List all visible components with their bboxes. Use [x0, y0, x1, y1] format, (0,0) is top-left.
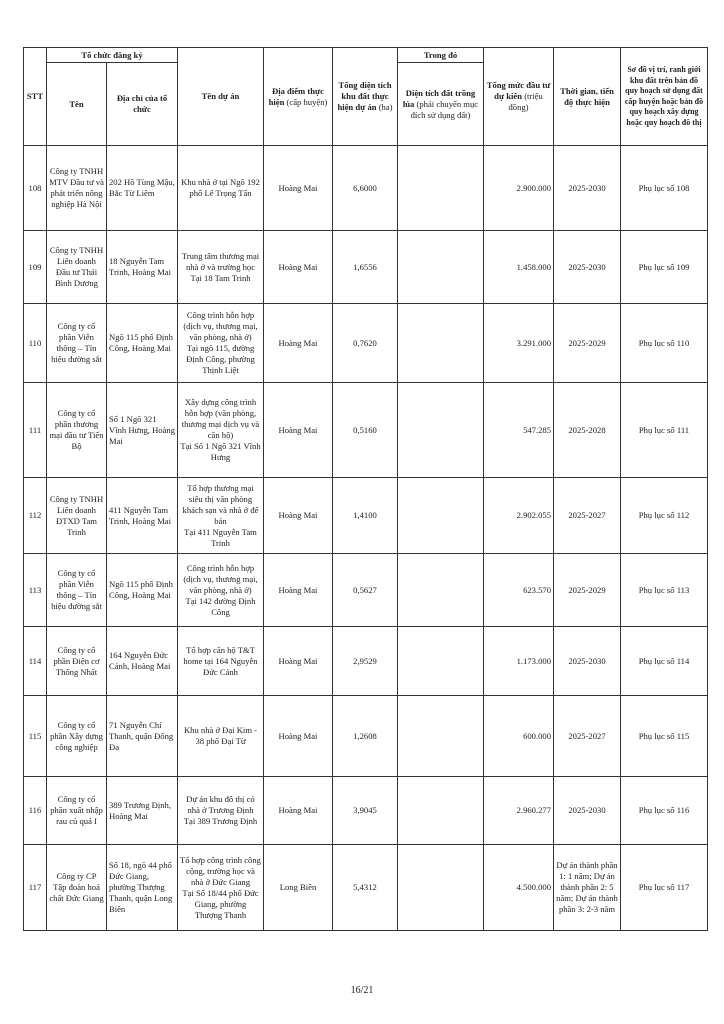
cell-area: 0,5627 [333, 554, 398, 627]
cell-schedule: 2025-2029 [554, 304, 621, 383]
cell-rice [398, 478, 484, 554]
header-stt: STT [24, 48, 47, 146]
cell-project: Công trình hỗn hợp (dịch vụ, thương mại, văn phòng, nhà ở) Tại 142 đường Định Công [178, 554, 264, 627]
cell-area: 2,9529 [333, 627, 398, 696]
cell-area: 1,4100 [333, 478, 398, 554]
cell-investment: 2.960.277 [484, 777, 554, 845]
cell-rice [398, 777, 484, 845]
cell-address: 164 Nguyễn Đức Cảnh, Hoàng Mai [107, 627, 178, 696]
cell-name: Công ty cổ phần Điện cơ Thống Nhất [47, 627, 107, 696]
cell-name: Công ty cổ phần Viễn thông – Tín hiệu đường sắt [47, 304, 107, 383]
cell-map: Phụ lục số 117 [621, 845, 708, 931]
cell-address: 411 Nguyễn Tam Trinh, Hoàng Mai [107, 478, 178, 554]
cell-address: 389 Trương Định, Hoàng Mai [107, 777, 178, 845]
cell-address: Số 1 Ngõ 321 Vĩnh Hưng, Hoàng Mai [107, 383, 178, 478]
cell-stt: 116 [24, 777, 47, 845]
cell-address: 202 Hồ Tùng Mậu, Bắc Từ Liêm [107, 146, 178, 231]
header-org-group: Tổ chức đăng ký [47, 48, 178, 63]
cell-investment: 3.291.000 [484, 304, 554, 383]
cell-schedule: 2025-2030 [554, 146, 621, 231]
table-row [24, 383, 708, 478]
table-row [24, 845, 708, 931]
cell-address: 18 Nguyễn Tam Trinh, Hoàng Mai [107, 231, 178, 304]
cell-schedule: 2025-2030 [554, 231, 621, 304]
project-table [23, 47, 708, 931]
table-row [24, 777, 708, 845]
cell-rice [398, 845, 484, 931]
cell-name: Công ty cổ phần xuất nhập rau củ quả I [47, 777, 107, 845]
cell-schedule: Dự án thành phần 1: 1 năm; Dự án thành phần 2: 5 năm; Dự án thành phần 3: 2-3 năm [554, 845, 621, 931]
cell-map: Phụ lục số 116 [621, 777, 708, 845]
cell-location: Long Biên [264, 845, 333, 931]
cell-map: Phụ lục số 113 [621, 554, 708, 627]
table-row [24, 627, 708, 696]
cell-area: 1,6556 [333, 231, 398, 304]
cell-schedule: 2025-2030 [554, 777, 621, 845]
header-of-which: Trong đó [398, 48, 484, 63]
cell-project: Tổ hợp căn hộ T&T home tại 164 Nguyễn Đức Cảnh [178, 627, 264, 696]
cell-stt: 115 [24, 696, 47, 777]
cell-rice [398, 304, 484, 383]
cell-area: 5,4312 [333, 845, 398, 931]
cell-rice [398, 146, 484, 231]
table-row [24, 554, 708, 627]
cell-location: Hoàng Mai [264, 627, 333, 696]
cell-stt: 109 [24, 231, 47, 304]
cell-name: Công ty CP Tập đoàn hoá chất Đức Giang [47, 845, 107, 931]
cell-area: 6,6000 [333, 146, 398, 231]
cell-map: Phụ lục số 114 [621, 627, 708, 696]
cell-location: Hoàng Mai [264, 478, 333, 554]
table-row [24, 696, 708, 777]
cell-investment: 623.570 [484, 554, 554, 627]
cell-investment: 2.900.000 [484, 146, 554, 231]
cell-rice [398, 696, 484, 777]
cell-project: Khu nhà ở Đại Kim - 38 phố Đại Từ [178, 696, 264, 777]
cell-address: Ngõ 115 phố Định Công, Hoàng Mai [107, 304, 178, 383]
cell-rice [398, 231, 484, 304]
cell-schedule: 2025-2029 [554, 554, 621, 627]
cell-project: Tổ hợp thương mại siêu thị văn phòng khách sạn và nhà ở để bán Tại 411 Nguyễn Tam Trinh [178, 478, 264, 554]
cell-stt: 110 [24, 304, 47, 383]
header-org-name: Tên [47, 63, 107, 146]
cell-location: Hoàng Mai [264, 777, 333, 845]
table-row [24, 231, 708, 304]
table-row [24, 146, 708, 231]
cell-area: 3,9045 [333, 777, 398, 845]
cell-location: Hoàng Mai [264, 304, 333, 383]
cell-map: Phụ lục số 110 [621, 304, 708, 383]
cell-location: Hoàng Mai [264, 231, 333, 304]
cell-address: Ngõ 115 phố Định Công, Hoàng Mai [107, 554, 178, 627]
page-number: 16/21 [350, 985, 374, 996]
cell-investment: 4.500.000 [484, 845, 554, 931]
cell-schedule: 2025-2028 [554, 383, 621, 478]
header-investment: Tổng mức đầu tư dự kiến (triệu đồng) [484, 48, 554, 146]
cell-schedule: 2025-2027 [554, 478, 621, 554]
cell-name: Công ty TNHH Liên doanh ĐTXD Tam Trinh [47, 478, 107, 554]
cell-stt: 113 [24, 554, 47, 627]
cell-investment: 1.458.000 [484, 231, 554, 304]
cell-rice [398, 627, 484, 696]
cell-name: Công ty cổ phần Xây dựng công nghiệp [47, 696, 107, 777]
cell-project: Khu nhà ở tại Ngõ 192 phố Lê Trọng Tấn [178, 146, 264, 231]
cell-schedule: 2025-2027 [554, 696, 621, 777]
cell-stt: 108 [24, 146, 47, 231]
cell-name: Công ty TNHH Liên doanh Đầu tư Thái Bình Dương [47, 231, 107, 304]
cell-area: 1,2608 [333, 696, 398, 777]
header-org-address: Địa chỉ của tổ chức [107, 63, 178, 146]
cell-address: Số 18, ngõ 44 phố Đức Giang, phường Thượng Thanh, quận Long Biên [107, 845, 178, 931]
cell-map: Phụ lục số 109 [621, 231, 708, 304]
cell-name: Công ty cổ phần Viễn thông – Tín hiệu đường sắt [47, 554, 107, 627]
cell-name: Công ty cổ phần thương mại đầu tư Tiến Bộ [47, 383, 107, 478]
header-project-name: Tên dự án [178, 48, 264, 146]
cell-project: Công trình hỗn hợp (dịch vụ, thương mại, văn phòng, nhà ở) Tại ngõ 115, đường Định Công, phường Thịnh Liệt [178, 304, 264, 383]
cell-area: 0,7620 [333, 304, 398, 383]
cell-investment: 2.902.055 [484, 478, 554, 554]
header-location: Địa điểm thực hiện (cấp huyện) [264, 48, 333, 146]
cell-investment: 547.285 [484, 383, 554, 478]
header-schedule: Thời gian, tiến độ thực hiện [554, 48, 621, 146]
cell-map: Phụ lục số 115 [621, 696, 708, 777]
table-row [24, 304, 708, 383]
header-total-area: Tổng diện tích khu đất thực hiện dự án (ha) [333, 48, 398, 146]
cell-address: 71 Nguyễn Chí Thanh, quận Đống Đa [107, 696, 178, 777]
cell-name: Công ty TNHH MTV Đầu tư và phát triển nông nghiệp Hà Nội [47, 146, 107, 231]
cell-schedule: 2025-2030 [554, 627, 621, 696]
cell-investment: 1.173.000 [484, 627, 554, 696]
cell-rice [398, 554, 484, 627]
cell-project: Dự án khu đô thị có nhà ở Trương Định Tại 389 Trương Định [178, 777, 264, 845]
cell-rice [398, 383, 484, 478]
cell-location: Hoàng Mai [264, 383, 333, 478]
header-rice-area: Diện tích đất trồng lúa (phải chuyển mục đích sử dụng đất) [398, 63, 484, 146]
table-row [24, 478, 708, 554]
cell-stt: 112 [24, 478, 47, 554]
cell-map: Phụ lục số 111 [621, 383, 708, 478]
cell-stt: 117 [24, 845, 47, 931]
cell-location: Hoàng Mai [264, 554, 333, 627]
cell-map: Phụ lục số 112 [621, 478, 708, 554]
cell-stt: 114 [24, 627, 47, 696]
cell-project: Tổ hợp công trình công cộng, trường học và nhà ở Đức Giang Tại Số 18/44 phố Đức Giang, phường Thượng Thanh [178, 845, 264, 931]
cell-investment: 600.000 [484, 696, 554, 777]
cell-location: Hoàng Mai [264, 146, 333, 231]
cell-project: Trung tâm thương mại nhà ở và trường học Tại 18 Tam Trinh [178, 231, 264, 304]
cell-map: Phụ lục số 108 [621, 146, 708, 231]
cell-project: Xây dựng công trình hỗn hợp (văn phòng, thương mại dịch vụ và căn hộ) Tại Số 1 Ngõ 321 Vĩnh Hưng [178, 383, 264, 478]
cell-stt: 111 [24, 383, 47, 478]
cell-area: 0,5160 [333, 383, 398, 478]
cell-location: Hoàng Mai [264, 696, 333, 777]
header-map: Sơ đồ vị trí, ranh giới khu đất trên bản đồ quy hoạch sử dụng đất cấp huyện hoặc bản đồ quy hoạch xây dựng hoặc quy hoạch đô thị [621, 48, 708, 146]
